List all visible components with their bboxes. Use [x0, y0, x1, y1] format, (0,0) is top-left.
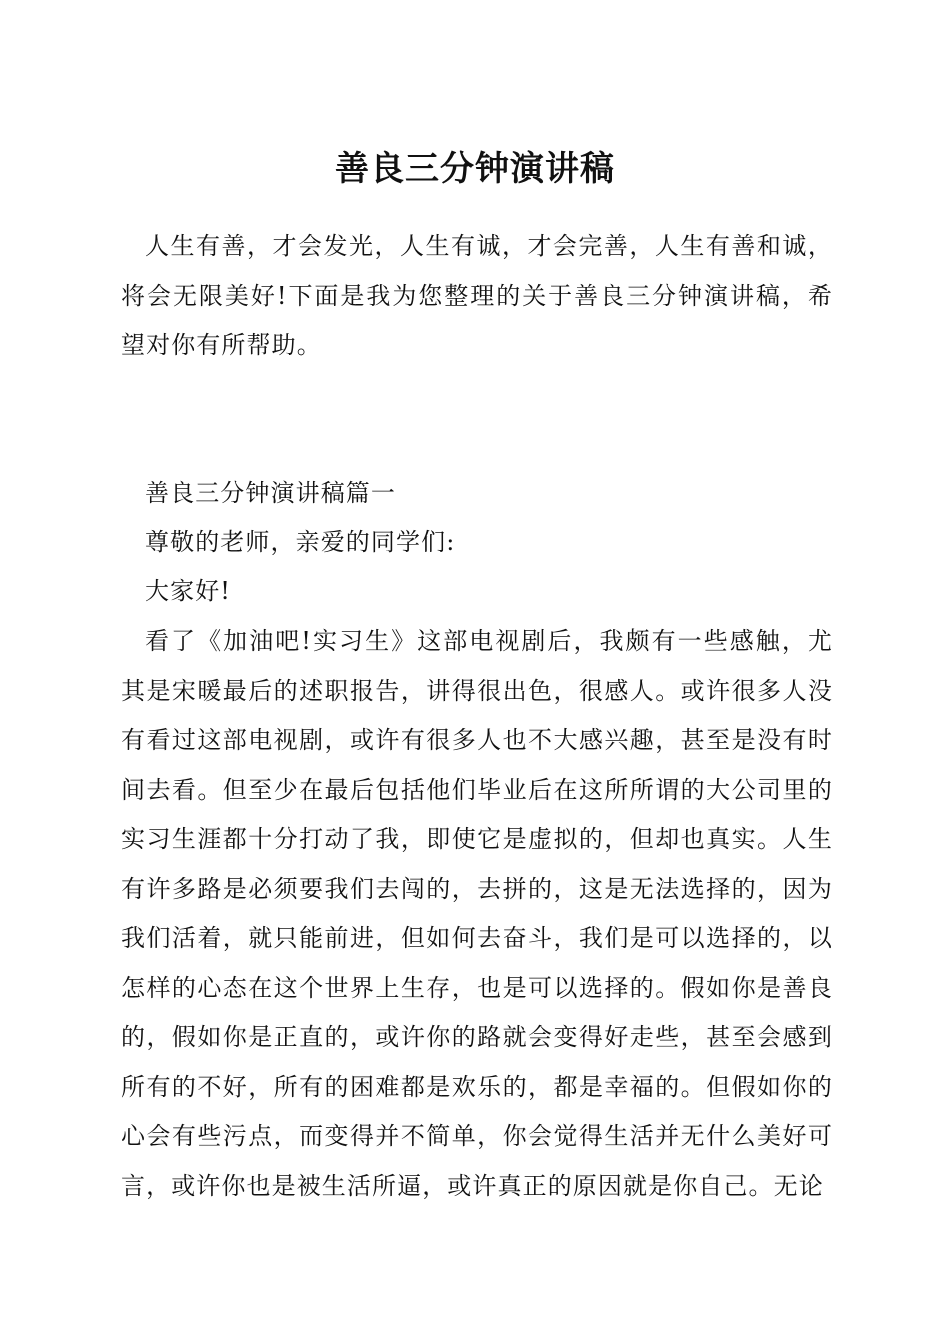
document-title: 善良三分钟演讲稿: [335, 149, 615, 189]
greeting: 大家好!: [145, 577, 232, 605]
salutation: 尊敬的老师，亲爱的同学们:: [145, 528, 456, 556]
intro-paragraph: 人生有善，才会发光，人生有诚，才会完善，人生有善和诚，将会无限美好!下面是我为您整理的关于善良三分钟演讲稿，希望对你有所帮助。: [121, 232, 833, 359]
body-paragraph: 看了《加油吧!实习生》这部电视剧后，我颇有一些感触，尤其是宋暖最后的述职报告，讲得很出色，很感人。或许很多人没有看过这部电视剧，或许有很多人也不大感兴趣，甚至是没有时间去看。但至少在最后包括他们毕业后在这所所谓的大公司里的实习生涯都十分打动了我，即使它是虚拟的，但却也真实。人生有许多路是必须要我们去闯的，去拼的，这是无法选择的，因为我们活着，就只能前进，但如何去奋斗，我们是可以选择的，以怎样的心态在这个世界上生存，也是可以选择的。假如你是善良的，假如你是正直的，或许你的路就会变得好走些，甚至会感到所有的不好，所有的困难都是欢乐的，都是幸福的。但假如你的心会有些污点，而变得并不简单，你会觉得生活并无什么美好可言，或许你也是被生活所逼，或许真正的原因就是你自己。无论: [121, 627, 833, 1200]
section-heading: 善良三分钟演讲稿篇一: [145, 479, 396, 507]
